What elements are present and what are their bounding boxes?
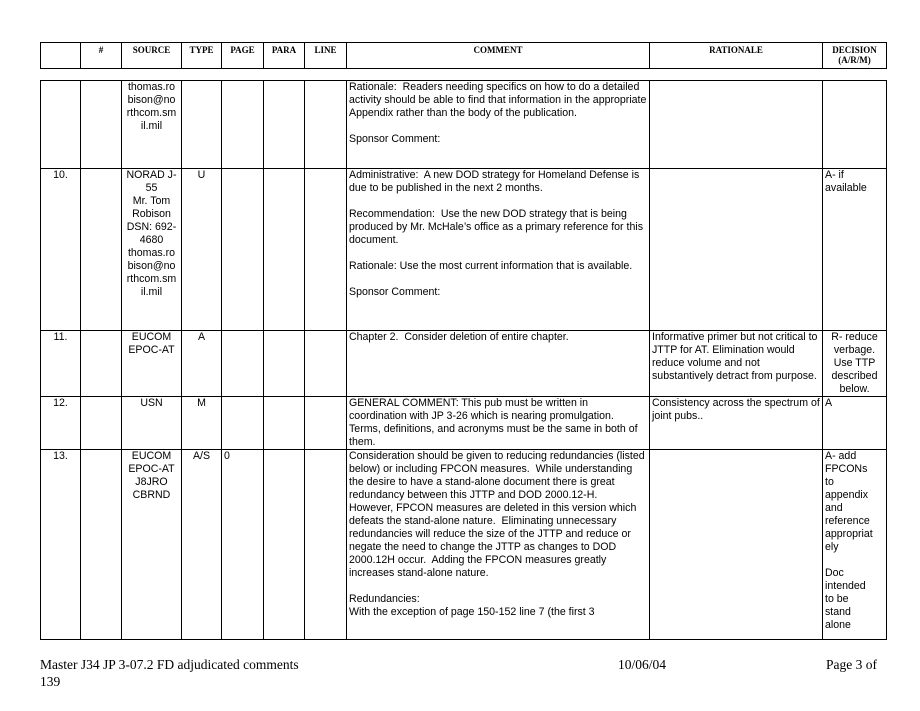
- row-para: [264, 397, 305, 450]
- row-decision: A: [823, 397, 887, 450]
- row-para: [264, 169, 305, 331]
- row-line: [305, 397, 347, 450]
- row-decision: A- if available: [823, 169, 887, 331]
- row-page: [222, 397, 264, 450]
- row-source: thomas.ro bison@no rthcom.sm il.mil: [122, 81, 182, 169]
- cell-blank: [81, 397, 122, 450]
- cell-blank: [81, 81, 122, 169]
- comments-table: [40, 80, 887, 640]
- table-row: [41, 81, 887, 169]
- row-comment: Chapter 2. Consider deletion of entire chapter.: [347, 331, 650, 397]
- column-header-table: [40, 42, 887, 69]
- row-para: [264, 81, 305, 169]
- row-page: [222, 81, 264, 169]
- row-rationale: Consistency across the spectrum of joint pubs..: [650, 397, 823, 450]
- row-rationale: [650, 169, 823, 331]
- cell-blank: [81, 169, 122, 331]
- footer-page-total: 139: [40, 674, 61, 689]
- row-number: [41, 81, 81, 169]
- table-row: [41, 450, 887, 640]
- row-source: USN: [122, 397, 182, 450]
- row-comment: Rationale: Readers needing specifics on how to do a detailed activity should be able to find that information in the appropriate Appendix rather than the body of the publication. Sponsor Comment:: [347, 81, 650, 169]
- table-row: [41, 397, 887, 450]
- row-source: NORAD J- 55 Mr. Tom Robison DSN: 692- 4680 thomas.ro bison@no rthcom.sm il.mil: [122, 169, 182, 331]
- footer-date: 10/06/04: [618, 657, 667, 672]
- header-decision: DECISION (A/R/M): [823, 43, 887, 69]
- header-comment: COMMENT: [347, 43, 650, 69]
- row-type: A: [182, 331, 222, 397]
- row-type: [182, 81, 222, 169]
- header-line: LINE: [305, 43, 347, 69]
- row-page: 0: [222, 450, 264, 640]
- row-number: 11.: [41, 331, 81, 397]
- row-decision: [823, 81, 887, 169]
- row-type: U: [182, 169, 222, 331]
- row-line: [305, 169, 347, 331]
- row-para: [264, 450, 305, 640]
- header-source: SOURCE: [122, 43, 182, 69]
- row-decision: R- reduce verbage. Use TTP described below.: [823, 331, 887, 397]
- row-number: 12.: [41, 397, 81, 450]
- cell-blank: [81, 331, 122, 397]
- row-type: A/S: [182, 450, 222, 640]
- table-row: [41, 331, 887, 397]
- row-rationale: [650, 450, 823, 640]
- header-rationale: RATIONALE: [650, 43, 823, 69]
- cell-blank: [81, 450, 122, 640]
- footer-page-label: Page 3 of: [826, 657, 877, 672]
- row-line: [305, 450, 347, 640]
- header-para: PARA: [264, 43, 305, 69]
- row-comment: GENERAL COMMENT: This pub must be written in coordination with JP 3-26 which is nearing promulgation. Terms, definitions, and acronyms must be the same in both of them.: [347, 397, 650, 450]
- row-rationale: Informative primer but not critical to JTTP for AT. Elimination would reduce volume and not substantively detract from purpose.: [650, 331, 823, 397]
- row-page: [222, 169, 264, 331]
- table-row: [41, 169, 887, 331]
- row-page: [222, 331, 264, 397]
- row-number: 13.: [41, 450, 81, 640]
- row-source: EUCOM EPOC-AT: [122, 331, 182, 397]
- row-line: [305, 81, 347, 169]
- row-comment: Administrative: A new DOD strategy for Homeland Defense is due to be published in the next 2 months. Recommendation: Use the new DOD strategy that is being produced by Mr. McHale’s office as a primary reference for this document. Rationale: Use the most current information that is available. Sponsor Comment:: [347, 169, 650, 331]
- row-rationale: [650, 81, 823, 169]
- header-type: TYPE: [182, 43, 222, 69]
- row-source: EUCOM EPOC-AT J8JRO CBRND: [122, 450, 182, 640]
- header-page: PAGE: [222, 43, 264, 69]
- footer-document-title: Master J34 JP 3-07.2 FD adjudicated comments: [40, 657, 299, 672]
- row-type: M: [182, 397, 222, 450]
- row-comment: Consideration should be given to reducing redundancies (listed below) or including FPCON measures. While understanding the desire to have a stand-alone document there is great redundancy between this JTTP and DOD 2000.12-H. However, FPCON measures are deleted in this version which defeats the stand-alone nature. Eliminating unnecessary redundancies will reduce the size of the JTTP and reduce or negate the need to change the JTTP as changes to DOD 2000.12H occur. Adding the FPCON measures greatly increases stand-alone nature. Redundancies: With the exception of page 150-152 line 7 (the first 3: [347, 450, 650, 640]
- row-decision: A- add FPCONs to appendix and reference appropriat ely Doc intended to be stand alone: [823, 450, 887, 640]
- row-number: 10.: [41, 169, 81, 331]
- row-para: [264, 331, 305, 397]
- header-blank: [41, 43, 81, 69]
- header-number: #: [81, 43, 122, 69]
- row-line: [305, 331, 347, 397]
